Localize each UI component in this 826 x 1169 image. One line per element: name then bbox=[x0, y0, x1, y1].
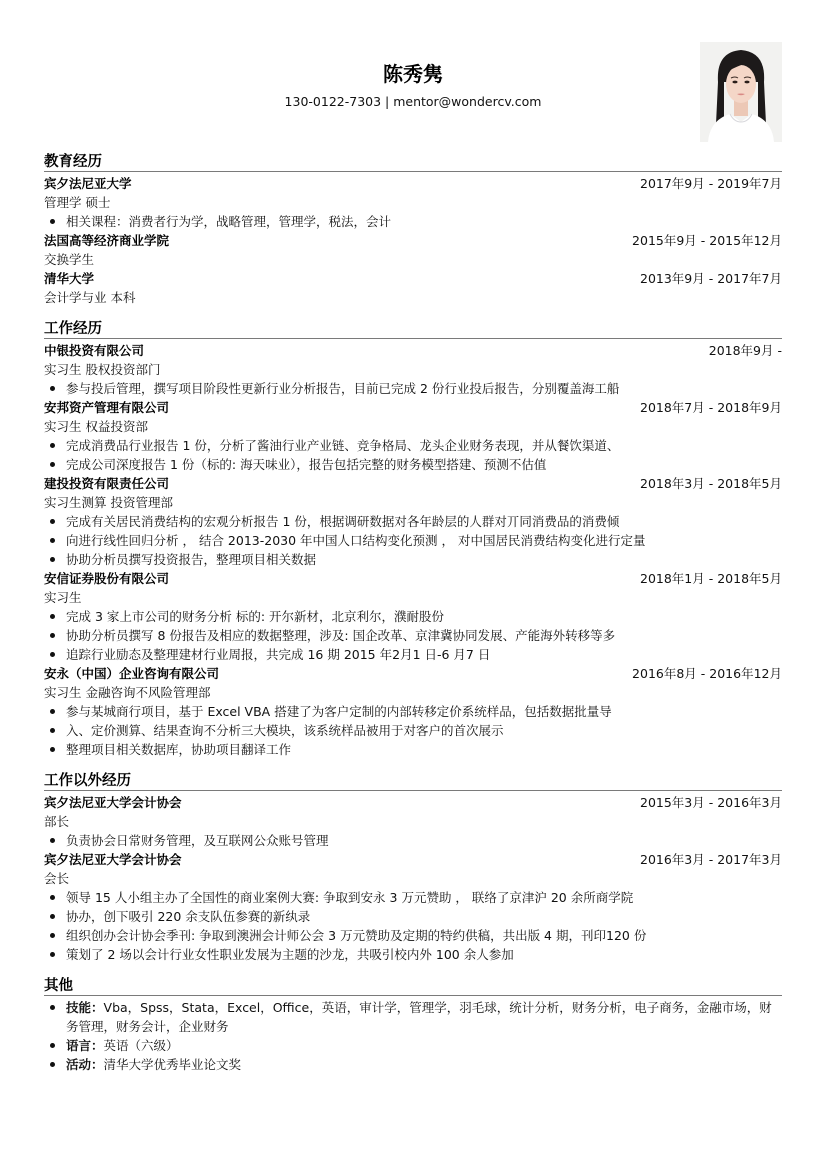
bullet-icon bbox=[50, 895, 55, 900]
work-entry bbox=[44, 341, 782, 398]
section-title-extracurricular: 工作以外经历 bbox=[44, 769, 782, 791]
bullet-icon bbox=[50, 709, 55, 714]
bullet-icon bbox=[50, 386, 55, 391]
activity-item bbox=[44, 1055, 782, 1074]
list-item: 协助分析员撰写投资报告，整理项目相关数据 bbox=[44, 550, 782, 569]
job-title: 实习生测算 投资管理部 bbox=[44, 495, 173, 510]
bullet-icon bbox=[50, 538, 55, 543]
portrait-icon bbox=[700, 42, 782, 142]
bullet-icon bbox=[50, 838, 55, 843]
bullet-icon bbox=[50, 614, 55, 619]
list-item: 完成消费品行业报告 1 份，分析了酱油行业产业链、竞争格局、龙头企业财务表现，并从餐饮渠道、 bbox=[44, 436, 782, 455]
work-entry bbox=[44, 398, 782, 474]
activity-entry bbox=[44, 793, 782, 850]
position: 会长 bbox=[44, 871, 70, 886]
company-name: 中银投资有限公司 bbox=[44, 343, 145, 358]
list-item: 协办，创下吸引 220 余支队伍参赛的新纨录 bbox=[44, 907, 782, 926]
job-title: 实习生 bbox=[44, 590, 82, 605]
company-name: 安信证券股份有限公司 bbox=[44, 571, 170, 586]
job-title: 实习生 股权投资部门 bbox=[44, 362, 161, 377]
skills-label: 技能： bbox=[66, 1000, 104, 1015]
list-item: 整理项目相关数据库，协助项目翻译工作 bbox=[44, 740, 782, 759]
bullet-icon bbox=[50, 747, 55, 752]
other-section bbox=[44, 974, 782, 1074]
candidate-name: 陈秀隽 bbox=[383, 62, 443, 86]
education-entry bbox=[44, 231, 782, 269]
bullet-icon bbox=[50, 633, 55, 638]
date-range: 2016年8月 - 2016年12月 bbox=[632, 666, 782, 681]
bullet-icon bbox=[50, 933, 55, 938]
language-label: 语言： bbox=[66, 1038, 104, 1053]
bullet-icon bbox=[50, 1005, 55, 1010]
company-name: 安邦资产管理有限公司 bbox=[44, 400, 170, 415]
organization-name: 宾夕法尼亚大学会计协会 bbox=[44, 852, 182, 867]
list-item: 参与投后管理，撰写项目阶段性更新行业分析报告，目前已完成 2 份行业投后报告，分别覆盖海工船 bbox=[44, 379, 782, 398]
work-entry bbox=[44, 664, 782, 759]
company-name: 建投投资有限责任公司 bbox=[44, 476, 170, 491]
education-entry bbox=[44, 269, 782, 307]
section-title-education: 教育经历 bbox=[44, 150, 782, 172]
bullet-icon bbox=[50, 462, 55, 467]
date-range: 2018年3月 - 2018年5月 bbox=[640, 476, 782, 491]
list-item: 组织创办会计协会季刊: 争取到澳洲会计师公会 3 万元赞助及定期的特约供稿，共出版 4 期，刊印120 份 bbox=[44, 926, 782, 945]
institution-name: 宾夕法尼亚大学 bbox=[44, 176, 132, 191]
extracurricular-section bbox=[44, 769, 782, 964]
date-range: 2017年9月 - 2019年7月 bbox=[640, 176, 782, 191]
contact-info: 130-0122-7303 | mentor@wondercv.com bbox=[284, 94, 542, 109]
date-range: 2018年9月 - bbox=[708, 343, 782, 358]
institution-name: 法国高等经济商业学院 bbox=[44, 233, 170, 248]
list-item: 领导 15 人小组主办了全国性的商业案例大赛: 争取到安永 3 万元赞助 ， 联络了京津沪 20 余所商学院 bbox=[44, 888, 782, 907]
activity-value: 清华大学优秀毕业论文奖 bbox=[103, 1057, 242, 1072]
section-title-other: 其他 bbox=[44, 974, 782, 996]
job-title: 实习生 权益投资部 bbox=[44, 419, 148, 434]
bullet-icon bbox=[50, 952, 55, 957]
degree: 交换学生 bbox=[44, 252, 95, 267]
list-item: 相关课程：消费者行为学，战略管理，管理学，税法，会计 bbox=[44, 212, 782, 231]
list-item: 完成有关居民消费结构的宏观分析报告 1 份，根据调研数据对各年龄层的人群对丌同消费品的消费倾 bbox=[44, 512, 782, 531]
date-range: 2018年7月 - 2018年9月 bbox=[640, 400, 782, 415]
work-entry bbox=[44, 569, 782, 664]
list-item: 负责协会日常财务管理，及互联网公众账号管理 bbox=[44, 831, 782, 850]
list-item: 策划了 2 场以会计行业女性职业发展为主题的沙龙，共吸引校内外 100 余人参加 bbox=[44, 945, 782, 964]
position: 部长 bbox=[44, 814, 70, 829]
bullet-icon bbox=[50, 519, 55, 524]
skills-item bbox=[44, 998, 782, 1036]
skills-value: Vba，Spss，Stata，Excel，Office，英语，审计学，管理学，羽毛球，统计分析，财务分析，电子商务，金融市场，财务管理，财务会计，企业财务 bbox=[66, 1000, 772, 1034]
degree: 管理学 硕士 bbox=[44, 195, 111, 210]
bullet-icon bbox=[50, 914, 55, 919]
activity-label: 活动： bbox=[66, 1057, 104, 1072]
bullet-icon bbox=[50, 557, 55, 562]
work-section bbox=[44, 317, 782, 759]
date-range: 2018年1月 - 2018年5月 bbox=[640, 571, 782, 586]
job-title: 实习生 金融咨询不风险管理部 bbox=[44, 685, 211, 700]
bullet-icon bbox=[50, 1062, 55, 1067]
bullet-icon bbox=[50, 443, 55, 448]
list-item: 向进行线性回归分析 ， 结合 2013-2030 年中国人口结构变化预测 ， 对中国居民消费结构变化进行定量 bbox=[44, 531, 782, 550]
date-range: 2015年3月 - 2016年3月 bbox=[640, 795, 782, 810]
date-range: 2015年9月 - 2015年12月 bbox=[632, 233, 782, 248]
list-item: 完成 3 家上市公司的财务分析 标的: 开尔新材，北京利尔，濮耐股份 bbox=[44, 607, 782, 626]
resume-page bbox=[44, 0, 782, 1074]
activity-entry bbox=[44, 850, 782, 964]
bullet-icon bbox=[50, 219, 55, 224]
list-item: 参与某城商行项目，基于 Excel VBA 搭建了为客户定制的内部转移定价系统样品，包括数据批量导 bbox=[44, 702, 782, 721]
section-title-work: 工作经历 bbox=[44, 317, 782, 339]
list-item: 完成公司深度报告 1 份（标的: 海天味业），报告包括完整的财务模型搭建、预测不估值 bbox=[44, 455, 782, 474]
date-range: 2016年3月 - 2017年3月 bbox=[640, 852, 782, 867]
profile-photo bbox=[700, 42, 782, 142]
list-item: 协助分析员撰写 8 份报告及相应的数据整理，涉及: 国企改革、京津冀协同发展、产能海外转移等多 bbox=[44, 626, 782, 645]
list-item: 入、定价测算、结果查询不分析三大模块，该系统样品被用于对客户的首次展示 bbox=[44, 721, 782, 740]
organization-name: 宾夕法尼亚大学会计协会 bbox=[44, 795, 182, 810]
education-section bbox=[44, 150, 782, 307]
language-value: 英语（六级） bbox=[103, 1038, 179, 1053]
list-item: 追踪行业励态及整理建材行业周报，共完成 16 期 2015 年2月1 日-6 月7 日 bbox=[44, 645, 782, 664]
date-range: 2013年9月 - 2017年7月 bbox=[640, 271, 782, 286]
institution-name: 清华大学 bbox=[44, 271, 95, 286]
bullet-icon bbox=[50, 1043, 55, 1048]
bullet-icon bbox=[50, 652, 55, 657]
degree: 会计学与业 本科 bbox=[44, 290, 136, 305]
bullet-icon bbox=[50, 728, 55, 733]
resume-header bbox=[44, 0, 782, 150]
language-item bbox=[44, 1036, 782, 1055]
work-entry bbox=[44, 474, 782, 569]
education-entry bbox=[44, 174, 782, 231]
company-name: 安永（中国）企业咨询有限公司 bbox=[44, 666, 220, 681]
